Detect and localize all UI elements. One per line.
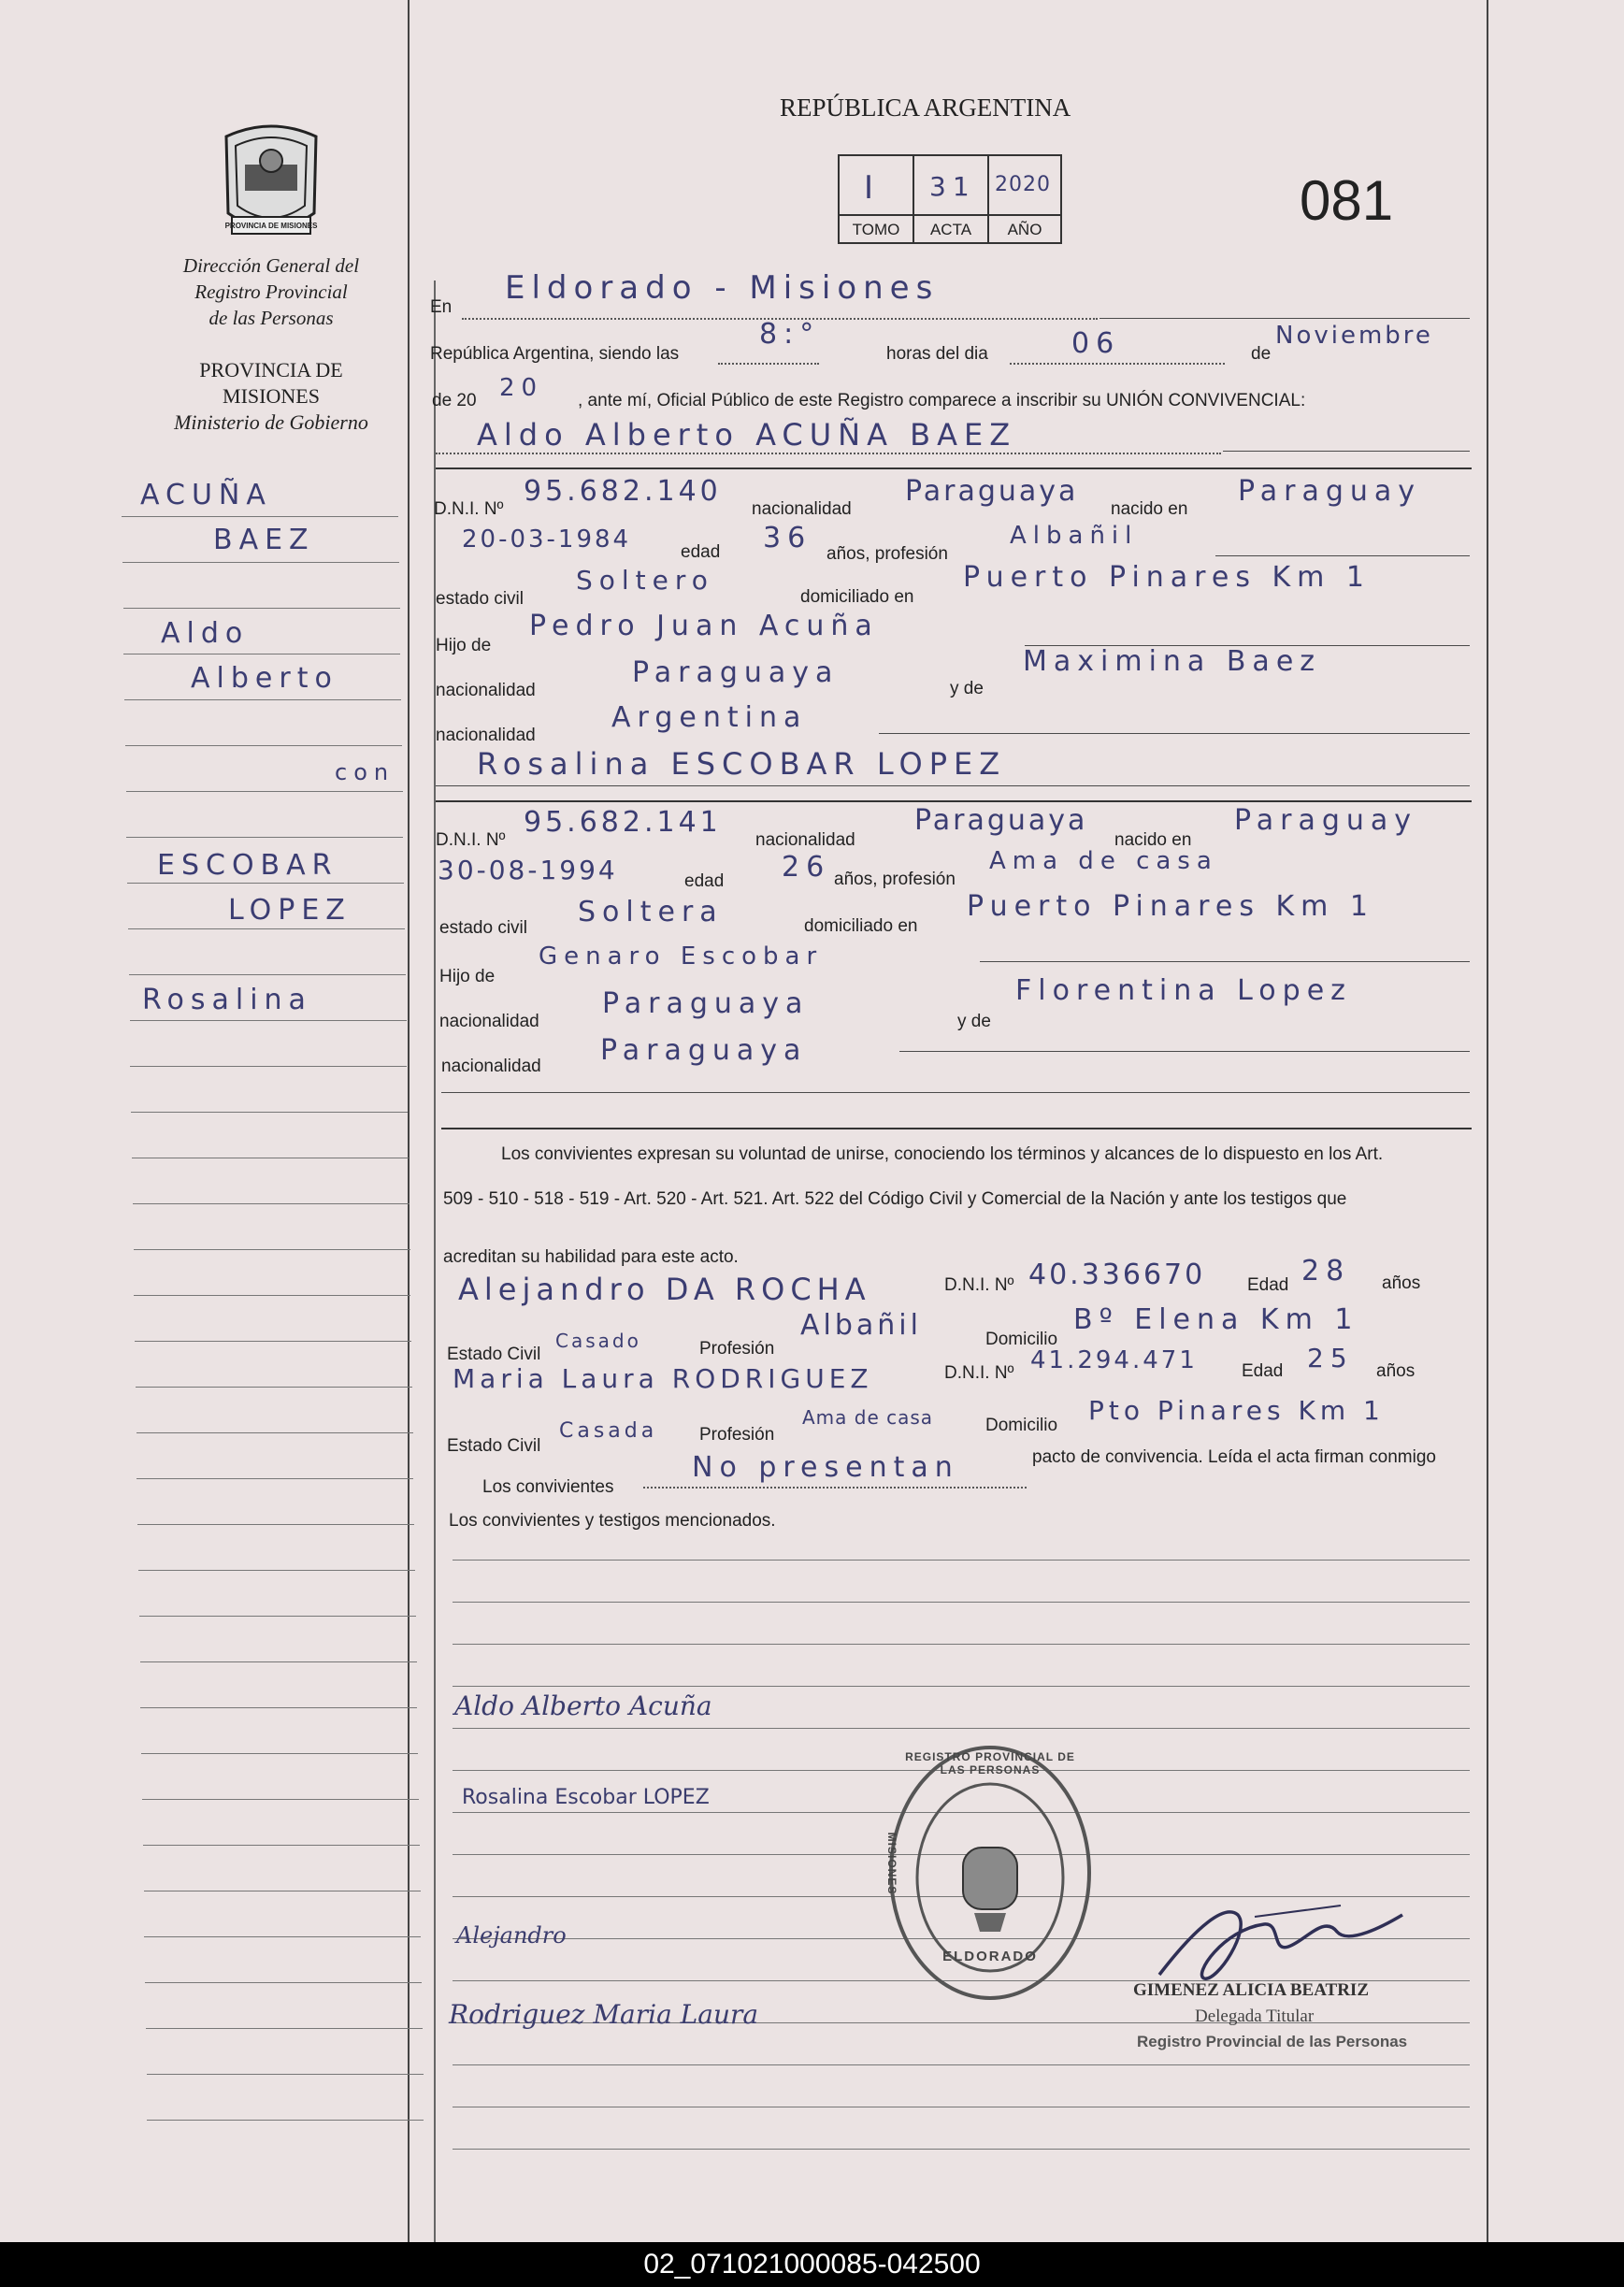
w1-dni: 40.336670	[1028, 1259, 1206, 1291]
p1-nacionalidad-label: nacionalidad	[752, 499, 852, 519]
signature-rule-line	[453, 1686, 1470, 1687]
official-stamp	[883, 1737, 1098, 2008]
signature-3: Alejandro	[456, 1922, 567, 1949]
tomo-value: I	[864, 169, 881, 207]
p2-civil-status: Soltera	[578, 896, 724, 928]
margin-rule-line	[137, 1432, 413, 1433]
w1-profesion-label: Profesión	[699, 1339, 775, 1359]
signature-rule-line	[453, 1644, 1470, 1645]
hour: 8:°	[759, 318, 821, 351]
signature-1: Aldo Alberto Acuña	[454, 1690, 712, 1721]
margin-rule-line	[147, 2074, 424, 2075]
margin-rule-line	[139, 1616, 416, 1617]
place: Eldorado - Misiones	[505, 269, 940, 307]
p2-mother: Florentina Lopez	[1015, 974, 1352, 1007]
p2-father-nat-label: nacionalidad	[439, 1012, 539, 1031]
p2-nationality: Paraguaya	[914, 804, 1088, 837]
w2-age: 25	[1307, 1343, 1354, 1374]
margin-rule-line	[133, 1203, 410, 1204]
margin-rule-line	[124, 699, 401, 700]
margin-note: BAEZ	[213, 524, 315, 556]
w2-dni-label: D.N.I. Nº	[944, 1363, 1014, 1383]
p2-birthplace: Paraguay	[1234, 804, 1418, 837]
margin-rule-line	[135, 1341, 411, 1342]
p2-domiciliado-label: domiciliado en	[804, 916, 918, 936]
p2-edad-label: edad	[684, 871, 725, 891]
p1-mother: Maximina Baez	[1023, 645, 1322, 678]
p1-dni: 95.682.140	[524, 475, 722, 508]
w2-civil-status: Casada	[559, 1419, 658, 1443]
left-frame-line	[408, 0, 410, 2242]
p1-father: Pedro Juan Acuña	[529, 610, 879, 642]
tomo-label: TOMO	[840, 214, 913, 244]
registry-box	[838, 154, 1062, 244]
year-prefix: de 20	[432, 391, 477, 410]
p2-y-de-label: y de	[957, 1012, 991, 1031]
margin-rule-line	[123, 608, 400, 609]
margin-rule-line	[142, 1799, 419, 1800]
w2-address: Pto Pinares Km 1	[1088, 1395, 1385, 1426]
official-signature	[1141, 1889, 1421, 1992]
country-title: REPÚBLICA ARGENTINA	[780, 93, 1071, 122]
w2-dni: 41.294.471	[1030, 1346, 1198, 1374]
w2-name: Maria Laura RODRIGUEZ	[453, 1363, 873, 1394]
margin-note: con	[335, 759, 395, 785]
p2-mother-nationality: Paraguaya	[600, 1034, 808, 1067]
p1-nacido-label: nacido en	[1111, 499, 1188, 519]
pacto-value: No presentan	[692, 1451, 959, 1484]
margin-rule-line	[128, 928, 405, 929]
agency-name	[140, 252, 402, 331]
margin-note: Aldo	[161, 617, 250, 650]
stamp-misiones: MISIONES	[885, 1832, 898, 1895]
p2-father: Genaro Escobar	[539, 942, 824, 971]
convivientes-label: Los convivientes	[482, 1477, 614, 1497]
agency-line-3: de las Personas	[208, 307, 334, 329]
p1-anos-label: años, profesión	[826, 544, 948, 564]
day: 06	[1071, 327, 1121, 360]
margin-note: Rosalina	[142, 984, 312, 1016]
p2-birthdate: 30-08-1994	[438, 855, 618, 885]
signature-4: Rodriguez Maria Laura	[449, 1999, 759, 2030]
stamp-city: ELDORADO	[942, 1949, 1038, 1964]
agency-line-2: Registro Provincial	[194, 280, 348, 303]
p2-dni-label: D.N.I. Nº	[436, 830, 506, 850]
margin-note: LOPEZ	[228, 894, 352, 927]
p1-dni-label: D.N.I. Nº	[434, 499, 504, 519]
official-name: GIMENEZ ALICIA BEATRIZ	[1133, 1980, 1369, 2000]
province-line-2: MISIONES	[223, 384, 320, 408]
agency-line-1: Dirección General del	[182, 254, 360, 277]
declaration-line-3: acreditan su habilidad para este acto.	[443, 1247, 739, 1267]
right-frame-line	[1487, 0, 1488, 2242]
w2-profession: Ama de casa	[802, 1406, 934, 1429]
margin-rule-line	[134, 1295, 410, 1296]
margin-rule-line	[138, 1570, 415, 1571]
margin-rule-line	[134, 1249, 410, 1250]
p1-profession: Albañil	[1010, 522, 1139, 550]
p1-address: Puerto Pinares Km 1	[963, 561, 1372, 594]
p1-birthplace: Paraguay	[1238, 475, 1422, 508]
province-block	[140, 357, 402, 436]
w1-dni-label: D.N.I. Nº	[944, 1275, 1014, 1295]
seal-text: PROVINCIA DE MISIONES	[224, 222, 318, 230]
signature-rule-line	[453, 1602, 1470, 1603]
margin-rule-line	[131, 1112, 408, 1113]
ministry: Ministerio de Gobierno	[174, 410, 368, 434]
margin-rule-line	[122, 516, 398, 517]
p2-profession: Ama de casa	[989, 847, 1218, 875]
margin-rule-line	[145, 1982, 422, 1983]
signature-rule-line	[453, 2149, 1470, 2150]
p2-hijo-label: Hijo de	[439, 967, 496, 986]
margin-rule-line	[125, 745, 402, 746]
month: Noviembre	[1275, 322, 1433, 350]
p2-father-nationality: Paraguaya	[602, 987, 810, 1020]
margin-rule-line	[129, 974, 406, 975]
margin-rule-line	[147, 2120, 424, 2121]
year: 20	[499, 374, 544, 402]
margin-note: ESCOBAR	[157, 849, 338, 882]
w1-profession: Albañil	[800, 1309, 922, 1342]
p1-mother-nat-label: nacionalidad	[436, 726, 536, 745]
anio-value: 2020	[995, 173, 1051, 196]
p1-father-nationality: Paraguaya	[632, 656, 840, 689]
person2-name: Rosalina ESCOBAR LOPEZ	[477, 746, 1007, 782]
margin-rule-line	[122, 562, 399, 563]
p1-domiciliado-label: domiciliado en	[800, 587, 914, 607]
margin-rule-line	[137, 1478, 413, 1479]
w2-estado-civil-label: Estado Civil	[447, 1436, 541, 1456]
closing-final-line: Los convivientes y testigos mencionados.	[449, 1511, 776, 1531]
p1-birthdate: 20-03-1984	[462, 525, 632, 554]
acta-value: 31	[929, 171, 976, 202]
p2-nacionalidad-label: nacionalidad	[755, 830, 855, 850]
record-number: 081	[1300, 169, 1394, 232]
horas-label: horas del dia	[886, 344, 988, 364]
p2-age: 26	[782, 851, 831, 884]
p1-nationality: Paraguaya	[905, 475, 1079, 508]
anio-label: AÑO	[989, 214, 1060, 244]
w1-civil-status: Casado	[555, 1330, 641, 1352]
p1-y-de-label: y de	[950, 679, 984, 698]
margin-note: Alberto	[191, 662, 338, 695]
p2-estado-civil-label: estado civil	[439, 918, 527, 938]
w2-edad-label: Edad	[1242, 1361, 1284, 1381]
pacto-text: pacto de convivencia. Leída el acta firman conmigo	[1032, 1447, 1436, 1467]
signature-rule-line	[453, 2064, 1470, 2065]
margin-rule-line	[143, 1845, 420, 1846]
w1-edad-label: Edad	[1247, 1275, 1289, 1295]
document-code: 02_071021000085-042500	[0, 2242, 1624, 2287]
margin-rule-line	[127, 883, 404, 884]
margin-rule-line	[141, 1753, 418, 1754]
margin-rule-line	[126, 837, 403, 838]
official-title: Delegada Titular	[1195, 2007, 1315, 2026]
p2-address: Puerto Pinares Km 1	[967, 890, 1375, 923]
margin-rule-line	[144, 1936, 421, 1937]
margin-rule-line	[137, 1524, 414, 1525]
person1-name: Aldo Alberto ACUÑA BAEZ	[477, 417, 1017, 453]
p2-anos-label: años, profesión	[834, 870, 956, 889]
de-label: de	[1251, 344, 1272, 364]
republica-label: República Argentina, siendo las	[430, 344, 680, 364]
margin-rule-line	[136, 1387, 412, 1388]
w1-age: 28	[1301, 1255, 1351, 1287]
acta-label: ACTA	[914, 214, 987, 244]
p1-hijo-label: Hijo de	[436, 636, 492, 655]
declaration-line-2: 509 - 510 - 518 - 519 - Art. 520 - Art. 521. Art. 522 del Código Civil y Comercial de la Nación y ante los testigos que	[443, 1189, 1347, 1209]
signature-rule-line	[453, 1728, 1470, 1729]
p1-father-nat-label: nacionalidad	[436, 681, 536, 700]
p1-estado-civil-label: estado civil	[436, 589, 524, 609]
margin-rule-line	[126, 791, 403, 792]
comparece-statement: , ante mí, Oficial Público de este Registro comparece a inscribir su UNIÓN CONVIVENCIAL:	[578, 391, 1306, 410]
w1-name: Alejandro DA ROCHA	[458, 1272, 871, 1307]
province-seal	[217, 120, 325, 241]
province-line-1: PROVINCIA DE	[199, 358, 343, 381]
margin-rule-line	[130, 1020, 407, 1021]
declaration-line-1: Los convivientes expresan su voluntad de unirse, conociendo los términos y alcances de lo dispuesto en los Art.	[501, 1144, 1384, 1164]
p2-nacido-label: nacido en	[1114, 830, 1192, 850]
w1-domicilio-label: Domicilio	[985, 1330, 1058, 1349]
margin-rule-line	[146, 2028, 423, 2029]
w2-domicilio-label: Domicilio	[985, 1416, 1058, 1435]
margin-rule-line	[140, 1661, 417, 1662]
p1-edad-label: edad	[681, 542, 721, 562]
margin-rule-line	[140, 1707, 417, 1708]
p2-dni: 95.682.141	[524, 806, 722, 839]
w2-profesion-label: Profesión	[699, 1425, 775, 1445]
w1-anos-label: años	[1382, 1273, 1421, 1293]
en-label: En	[430, 297, 453, 317]
margin-note: ACUÑA	[140, 479, 272, 511]
p2-mother-nat-label: nacionalidad	[441, 1057, 541, 1076]
w1-estado-civil-label: Estado Civil	[447, 1345, 541, 1364]
stamp-text: REGISTRO PROVINCIAL DE LAS PERSONAS	[905, 1750, 1075, 1776]
w2-anos-label: años	[1376, 1361, 1416, 1381]
p1-age: 36	[763, 522, 812, 554]
signature-rule-line	[453, 1560, 1470, 1561]
margin-rule-line	[130, 1066, 407, 1067]
signature-2: Rosalina Escobar LOPEZ	[462, 1786, 710, 1809]
inner-frame-line	[434, 280, 436, 2242]
official-office: Registro Provincial de las Personas	[1137, 2033, 1408, 2050]
p1-mother-nationality: Argentina	[611, 701, 808, 734]
w1-address: Bº Elena Km 1	[1073, 1303, 1359, 1336]
p1-civil-status: Soltero	[576, 565, 714, 596]
